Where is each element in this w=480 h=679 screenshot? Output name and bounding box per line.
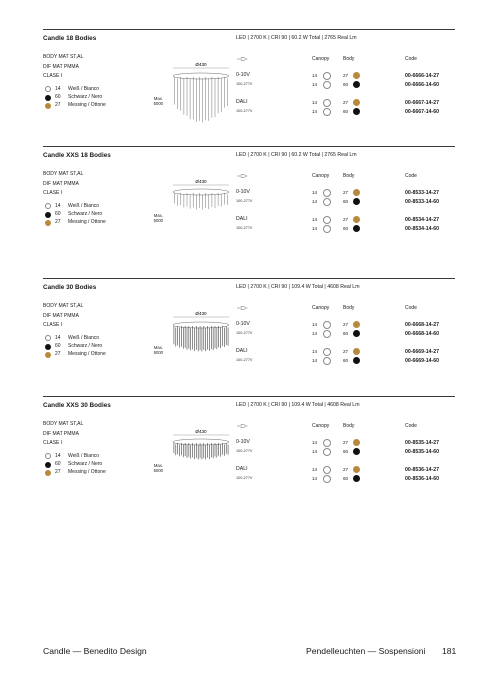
driver-type: DALI xyxy=(236,99,248,105)
max-length-label xyxy=(147,463,163,474)
body-swatch-icon xyxy=(353,72,360,79)
canopy-swatch-icon xyxy=(323,466,331,474)
material-attributes xyxy=(43,170,83,199)
body-swatch-icon xyxy=(353,189,360,196)
material-attributes xyxy=(43,420,83,449)
finish-code: 27 xyxy=(55,102,61,109)
finish-code: 14 xyxy=(55,86,61,92)
finish-code: 14 xyxy=(55,335,61,341)
finish-code: 27 xyxy=(55,469,61,476)
product-title: Candle XXS 18 Bodies xyxy=(43,152,111,159)
col-code-header: Code xyxy=(405,423,417,429)
canopy-swatch-icon xyxy=(323,216,331,224)
article-code: 00-6669-14-60 xyxy=(405,357,440,364)
finish-swatch-icon xyxy=(45,203,51,209)
fixture-illustration xyxy=(169,310,233,372)
finish-name: Weiß / Bianco xyxy=(68,203,100,209)
canopy-code: 14 xyxy=(312,82,318,87)
driver-voltage: 100-277V xyxy=(236,476,253,480)
finish-swatch-icon xyxy=(45,453,51,459)
max-length-label xyxy=(147,213,163,224)
finish-swatch-icon xyxy=(45,470,51,476)
finish-swatch-icon xyxy=(45,86,51,92)
finish-swatch-icon xyxy=(45,462,51,468)
product-section xyxy=(43,29,455,147)
canopy-code: 14 xyxy=(312,199,318,204)
product-title: Candle 18 Bodies xyxy=(43,35,97,42)
article-code: 00-8536-14-60 xyxy=(405,475,440,482)
col-body-header: Body xyxy=(343,173,355,179)
canopy-code: 14 xyxy=(312,467,318,472)
driver-type: DALI xyxy=(236,216,248,222)
max-line: Max. xyxy=(153,345,163,350)
canopy-swatch-icon xyxy=(323,108,331,116)
attribute-line: CLASE I xyxy=(43,190,63,196)
article-code: 00-8534-14-27 xyxy=(405,216,440,223)
product-title: Candle 30 Bodies xyxy=(43,284,97,291)
driver-type: 0-10V xyxy=(236,189,250,195)
finish-swatch-icon xyxy=(45,220,51,226)
canopy-swatch-icon xyxy=(323,439,331,447)
body-code: 27 xyxy=(343,349,349,354)
product-section xyxy=(43,396,455,514)
max-line: 5000 xyxy=(153,101,163,107)
max-line: Max. xyxy=(153,463,163,468)
max-line: 5000 xyxy=(153,350,163,356)
canopy-swatch-icon xyxy=(323,99,331,107)
body-swatch-icon xyxy=(353,330,360,337)
col-body-header: Body xyxy=(343,423,355,429)
driver-type: 0-10V xyxy=(236,72,250,78)
max-line: 5000 xyxy=(153,218,163,224)
attribute-line: CLASE I xyxy=(43,440,63,446)
canopy-swatch-icon xyxy=(323,225,331,233)
article-code: 00-8535-14-60 xyxy=(405,448,440,455)
finish-name: Schwarz / Nero xyxy=(68,211,103,218)
finish-name: Weiß / Bianco xyxy=(68,86,100,92)
finish-name: Messing / Ottone xyxy=(68,102,106,109)
max-line: Max. xyxy=(153,96,163,101)
attribute-line: BODY MAT ST,AL xyxy=(43,303,84,309)
finish-swatch-icon xyxy=(45,335,51,341)
body-code: 60 xyxy=(343,358,349,363)
finish-code: 60 xyxy=(55,461,61,468)
finish-swatch-icon xyxy=(45,352,51,358)
body-code: 60 xyxy=(343,476,349,481)
canopy-code: 14 xyxy=(312,217,318,222)
suspension-config-icon xyxy=(236,305,248,311)
canopy-swatch-icon xyxy=(323,330,331,338)
attribute-line: CLASE I xyxy=(43,322,63,328)
suspension-config-icon xyxy=(236,423,248,429)
suspension-config-icon xyxy=(236,173,248,179)
canopy-code: 14 xyxy=(312,226,318,231)
article-code: 00-6667-14-60 xyxy=(405,108,440,115)
body-code: 27 xyxy=(343,190,349,195)
finish-code: 60 xyxy=(55,343,61,350)
body-swatch-icon xyxy=(353,448,360,455)
page-number: 181 xyxy=(442,646,457,656)
col-code-header: Code xyxy=(405,305,417,311)
col-body-header: Body xyxy=(343,305,355,311)
body-swatch-icon xyxy=(353,321,360,328)
finish-name: Schwarz / Nero xyxy=(68,94,103,101)
finish-name: Messing / Ottone xyxy=(68,469,106,476)
finish-name: Messing / Ottone xyxy=(68,351,106,358)
driver-voltage: 100-277V xyxy=(236,449,253,453)
body-swatch-icon xyxy=(353,108,360,115)
canopy-swatch-icon xyxy=(323,81,331,89)
body-code: 60 xyxy=(343,109,349,114)
canopy-code: 14 xyxy=(312,349,318,354)
finish-code: 27 xyxy=(55,351,61,358)
footer-right: Pendelleuchten — Sospensioni xyxy=(306,646,426,656)
article-code: 00-8533-14-27 xyxy=(405,189,440,196)
body-swatch-icon xyxy=(353,466,360,473)
article-code: 00-8533-14-60 xyxy=(405,198,440,205)
canopy-swatch-icon xyxy=(323,198,331,206)
canopy-swatch-icon xyxy=(323,475,331,483)
fixture-drawing xyxy=(169,61,233,123)
attribute-line: DIF MAT PMMA xyxy=(43,312,79,319)
body-code: 27 xyxy=(343,467,349,472)
article-code: 00-8535-14-27 xyxy=(405,439,440,446)
diameter-label: Ø430 xyxy=(195,311,207,316)
finish-name: Weiß / Bianco xyxy=(68,453,100,459)
fixture-drawing xyxy=(169,428,233,490)
product-specs: LED | 2700 K | CRI 90 | 60.2 W Total | 2765 Real Lm xyxy=(236,35,357,41)
diameter-label: Ø430 xyxy=(195,62,207,67)
diameter-label: Ø430 xyxy=(195,429,207,434)
canopy-ring xyxy=(173,189,229,195)
driver-voltage: 100-277V xyxy=(236,199,253,203)
canopy-code: 14 xyxy=(312,73,318,78)
diameter-label: Ø430 xyxy=(195,179,207,184)
finish-swatch-icon xyxy=(45,212,51,218)
canopy-swatch-icon xyxy=(323,189,331,197)
driver-voltage: 100-277V xyxy=(236,358,253,362)
section-divider xyxy=(43,146,455,147)
driver-voltage: 100-277V xyxy=(236,331,253,335)
driver-voltage: 100-277V xyxy=(236,226,253,230)
attribute-line: DIF MAT PMMA xyxy=(43,430,79,437)
fixture-illustration xyxy=(169,178,233,240)
fixture-illustration xyxy=(169,61,233,123)
product-specs: LED | 2700 K | CRI 90 | 109.4 W Total | 4608 Real Lm xyxy=(236,402,360,408)
canopy-code: 14 xyxy=(312,440,318,445)
body-code: 27 xyxy=(343,217,349,222)
col-code-header: Code xyxy=(405,56,417,62)
max-line: 5000 xyxy=(153,468,163,474)
body-code: 27 xyxy=(343,322,349,327)
max-length-label xyxy=(147,345,163,356)
col-canopy-header: Canopy xyxy=(312,305,330,311)
attribute-line: BODY MAT ST,AL xyxy=(43,54,84,60)
body-code: 27 xyxy=(343,100,349,105)
col-code-header: Code xyxy=(405,173,417,179)
max-line: Max. xyxy=(153,213,163,218)
col-canopy-header: Canopy xyxy=(312,56,330,62)
product-section xyxy=(43,278,455,396)
material-attributes xyxy=(43,302,83,331)
finish-code: 27 xyxy=(55,219,61,226)
body-swatch-icon xyxy=(353,357,360,364)
article-code: 00-6669-14-27 xyxy=(405,348,440,355)
body-swatch-icon xyxy=(353,439,360,446)
col-canopy-header: Canopy xyxy=(312,173,330,179)
driver-type: DALI xyxy=(236,348,248,354)
footer-left: Candle — Benedito Design xyxy=(43,646,147,656)
finish-name: Weiß / Bianco xyxy=(68,335,100,341)
canopy-code: 14 xyxy=(312,331,318,336)
finish-swatch-icon xyxy=(45,344,51,350)
body-code: 27 xyxy=(343,440,349,445)
canopy-swatch-icon xyxy=(323,321,331,329)
canopy-code: 14 xyxy=(312,322,318,327)
product-title: Candle XXS 30 Bodies xyxy=(43,402,111,409)
finish-code: 60 xyxy=(55,94,61,101)
material-attributes xyxy=(43,53,83,82)
canopy-code: 14 xyxy=(312,190,318,195)
body-swatch-icon xyxy=(353,99,360,106)
finish-code: 60 xyxy=(55,211,61,218)
driver-type: 0-10V xyxy=(236,439,250,445)
fixture-drawing xyxy=(169,178,233,240)
article-code: 00-8534-14-60 xyxy=(405,225,440,232)
canopy-swatch-icon xyxy=(323,348,331,356)
driver-type: 0-10V xyxy=(236,321,250,327)
article-code: 00-6667-14-27 xyxy=(405,99,440,106)
body-code: 60 xyxy=(343,82,349,87)
canopy-code: 14 xyxy=(312,100,318,105)
article-code: 00-6666-14-27 xyxy=(405,72,440,79)
body-code: 27 xyxy=(343,73,349,78)
product-specs: LED | 2700 K | CRI 90 | 60.2 W Total | 2765 Real Lm xyxy=(236,152,357,158)
finish-code: 14 xyxy=(55,203,61,209)
finish-swatch-icon xyxy=(45,95,51,101)
canopy-swatch-icon xyxy=(323,72,331,80)
col-canopy-header: Canopy xyxy=(312,423,330,429)
fixture-illustration xyxy=(169,428,233,490)
driver-voltage: 100-277V xyxy=(236,82,253,86)
finish-name: Schwarz / Nero xyxy=(68,343,103,350)
attribute-line: DIF MAT PMMA xyxy=(43,180,79,187)
finish-name: Messing / Ottone xyxy=(68,219,106,226)
canopy-code: 14 xyxy=(312,449,318,454)
attribute-line: DIF MAT PMMA xyxy=(43,63,79,70)
canopy-ring xyxy=(173,73,229,79)
max-length-label xyxy=(147,96,163,107)
attribute-line: BODY MAT ST,AL xyxy=(43,171,84,177)
product-specs: LED | 2700 K | CRI 90 | 109.4 W Total | 4608 Real Lm xyxy=(236,284,360,290)
fixture-drawing xyxy=(169,310,233,372)
attribute-line: BODY MAT ST,AL xyxy=(43,421,84,427)
section-divider xyxy=(43,278,455,279)
article-code: 00-6668-14-60 xyxy=(405,330,440,337)
body-swatch-icon xyxy=(353,475,360,482)
suspension-config-icon xyxy=(236,56,248,62)
finish-name: Schwarz / Nero xyxy=(68,461,103,468)
col-body-header: Body xyxy=(343,56,355,62)
article-code: 00-6668-14-27 xyxy=(405,321,440,328)
product-section xyxy=(43,146,455,264)
article-code: 00-8536-14-27 xyxy=(405,466,440,473)
finish-code: 14 xyxy=(55,453,61,459)
driver-voltage: 100-277V xyxy=(236,109,253,113)
canopy-code: 14 xyxy=(312,109,318,114)
article-code: 00-6666-14-60 xyxy=(405,81,440,88)
body-code: 60 xyxy=(343,331,349,336)
body-swatch-icon xyxy=(353,348,360,355)
attribute-line: CLASE I xyxy=(43,73,63,79)
body-swatch-icon xyxy=(353,225,360,232)
body-swatch-icon xyxy=(353,198,360,205)
body-code: 60 xyxy=(343,199,349,204)
canopy-code: 14 xyxy=(312,358,318,363)
driver-type: DALI xyxy=(236,466,248,472)
body-swatch-icon xyxy=(353,81,360,88)
canopy-code: 14 xyxy=(312,476,318,481)
canopy-swatch-icon xyxy=(323,357,331,365)
body-code: 60 xyxy=(343,226,349,231)
body-swatch-icon xyxy=(353,216,360,223)
canopy-swatch-icon xyxy=(323,448,331,456)
section-divider xyxy=(43,29,455,30)
body-code: 60 xyxy=(343,449,349,454)
finish-swatch-icon xyxy=(45,103,51,109)
section-divider xyxy=(43,396,455,397)
